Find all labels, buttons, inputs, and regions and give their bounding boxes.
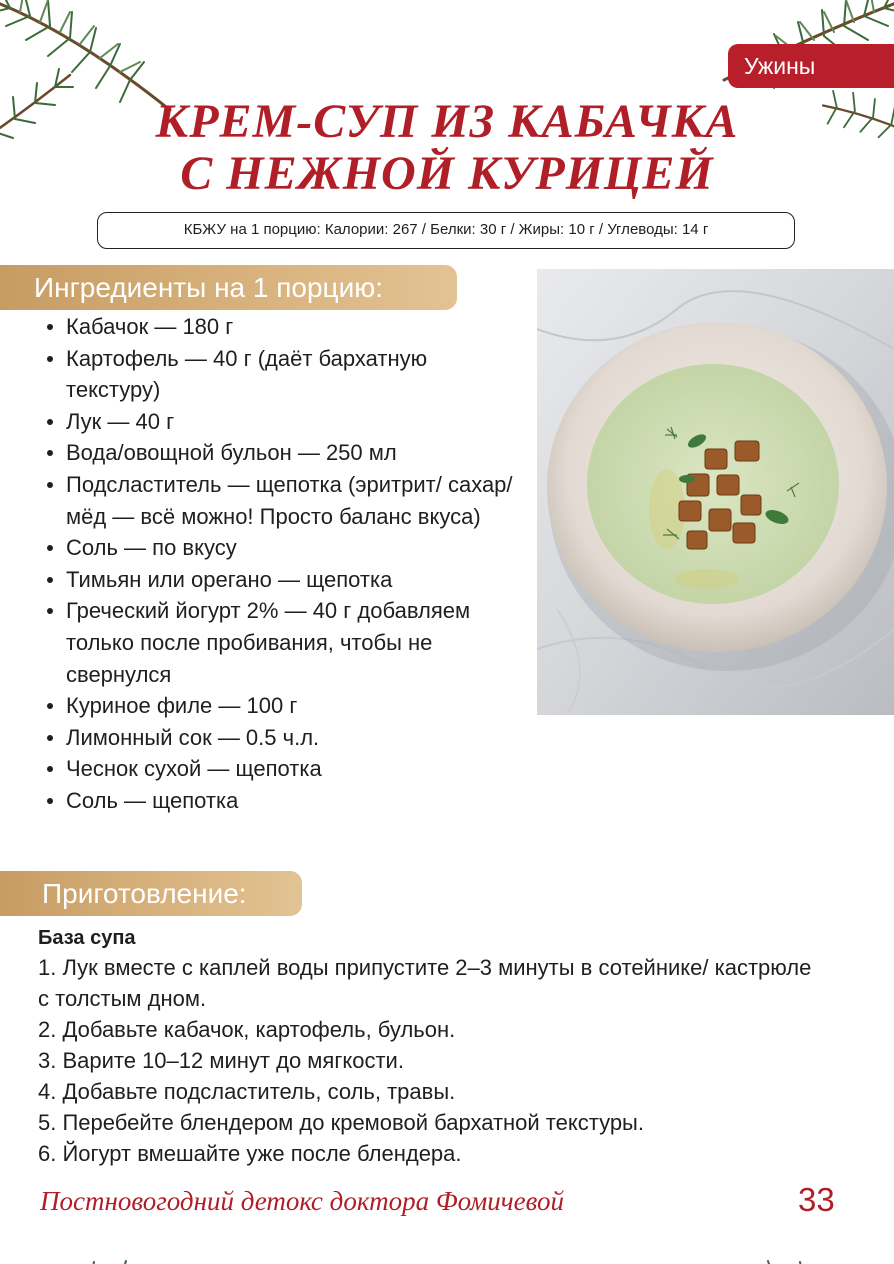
preparation-step: 3. Варите 10–12 минут до мягкости. (38, 1048, 404, 1073)
ingredient-item: Соль — щепотка (44, 785, 524, 817)
ingredient-item: Лимонный сок — 0.5 ч.л. (44, 722, 524, 754)
ingredient-item: Кабачок — 180 г (44, 311, 524, 343)
ingredient-item: Лук — 40 г (44, 406, 524, 438)
preparation-step: 4. Добавьте подсластитель, соль, травы. (38, 1079, 456, 1104)
recipe-title-line-2: С НЕЖНОЙ КУРИЦЕЙ (180, 147, 714, 200)
soup-photo (537, 269, 894, 715)
preparation-header: Приготовление: (0, 871, 302, 916)
recipe-title-line-1: КРЕМ-СУП ИЗ КАБАЧКА (155, 95, 739, 148)
preparation-step: 2. Добавьте кабачок, картофель, бульон. (38, 1017, 456, 1042)
preparation-step: 5. Перебейте блендером до кремовой бархатной текстуры. (38, 1110, 644, 1135)
recipe-title (0, 96, 894, 200)
nutrition-info: КБЖУ на 1 порцию: Калории: 267 / Белки: 30 г / Жиры: 10 г / Углеводы: 14 г (97, 212, 795, 249)
ingredient-item: Куриное филе — 100 г (44, 690, 524, 722)
category-tag: Ужины (728, 44, 894, 88)
soup-bowl-image (537, 269, 894, 715)
ingredient-item: Подсластитель — щепотка (эритрит/ сахар/мёд — всё можно! Просто баланс вкуса) (44, 469, 524, 532)
preparation-step: 1. Лук вместе с каплей воды припустите 2–3 минуты в сотейнике/ кастрюле с толстым дном. (38, 955, 812, 1011)
ingredients-list (44, 311, 524, 817)
footer-book-title: Постновогодний детокс доктора Фомичевой (40, 1186, 564, 1216)
ingredient-item: Соль — по вкусу (44, 532, 524, 564)
preparation-section (38, 924, 818, 1169)
preparation-step: 6. Йогурт вмешайте уже после блендера. (38, 1141, 462, 1166)
ingredient-item: Тимьян или орегано — щепотка (44, 564, 524, 596)
page-number: 33 (798, 1181, 835, 1218)
ingredient-item: Картофель — 40 г (даёт бархатную текстуру) (44, 343, 524, 406)
ingredient-item: Греческий йогурт 2% — 40 г добавляем только после пробивания, чтобы не свернулся (44, 595, 524, 690)
ingredient-item: Чеснок сухой — щепотка (44, 753, 524, 785)
preparation-subtitle: База супа (38, 927, 136, 949)
ingredient-item: Вода/овощной бульон — 250 мл (44, 437, 524, 469)
preparation-steps (38, 952, 818, 1169)
ingredients-header: Ингредиенты на 1 порцию: (0, 265, 457, 310)
